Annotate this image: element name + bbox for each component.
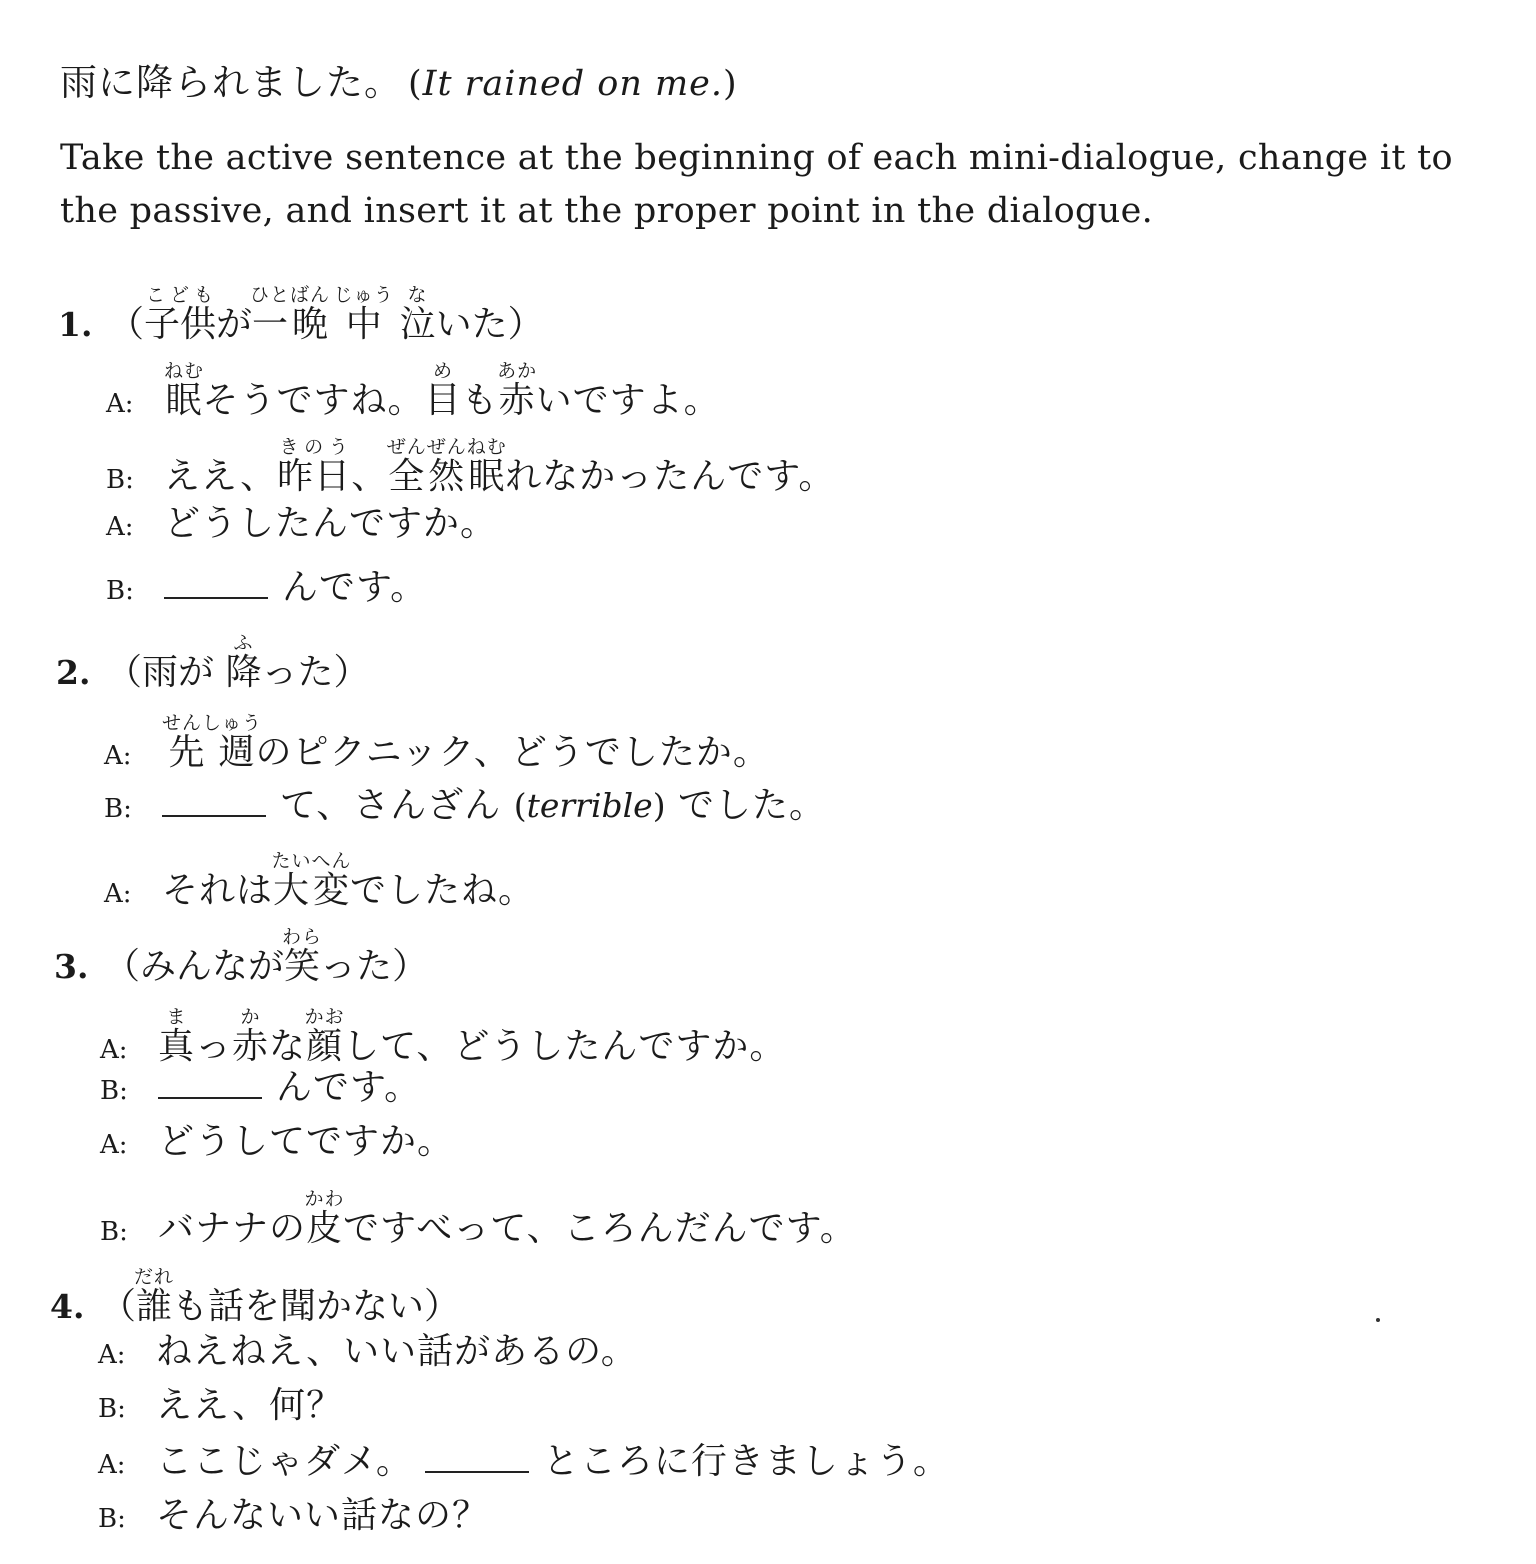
speaker-label: B: bbox=[104, 794, 132, 824]
dialogue-line: A: 眠ねむそうですね。目めも赤あかいですよ。 bbox=[106, 360, 721, 434]
speaker-label: A: bbox=[104, 741, 132, 771]
ruby-word: 一晩ひとばん bbox=[250, 284, 331, 345]
question-number: 1. bbox=[58, 305, 93, 344]
speaker-label: B: bbox=[100, 1217, 128, 1247]
answer-blank[interactable] bbox=[425, 1443, 529, 1473]
speaker-label: A: bbox=[98, 1450, 126, 1480]
dialogue-line: A: それは大変たいへんでしたね。 bbox=[104, 850, 535, 924]
speck-mark bbox=[1376, 1318, 1380, 1322]
dialogue-line: A: ここじゃダメ。 ところに行きましょう。 bbox=[98, 1432, 950, 1495]
question-number: 2. bbox=[56, 653, 91, 692]
dialogue-line: B: ええ、何？ bbox=[98, 1376, 343, 1439]
instructions: Take the active sentence at the beginning of each mini-dialogue, change it to the passive, and insert it at the proper point in the dialogue. bbox=[60, 138, 1453, 231]
dialogue-line: A: 真まっ赤かな顔かおして、どうしたんですか。 bbox=[100, 1006, 786, 1080]
question-2-prompt: 2. （雨が 降ふった） bbox=[56, 632, 370, 703]
dialogue-line: B: んです。 bbox=[106, 558, 427, 621]
dialogue-line: B: そんないい話なの？ bbox=[98, 1486, 489, 1549]
dialogue-line: B: んです。 bbox=[100, 1058, 421, 1121]
dialogue-line: A: 先週せんしゅうのピクニック、どうでしたか。 bbox=[104, 712, 770, 786]
speaker-label: B: bbox=[98, 1504, 126, 1534]
title-english: (It rained on me.) bbox=[408, 64, 738, 104]
dialogue-line: B: ええ、昨日きのう、全然ぜんぜん眠ねむれなかったんです。 bbox=[106, 436, 835, 510]
question-number: 3. bbox=[54, 947, 89, 986]
speaker-label: A: bbox=[106, 512, 134, 542]
speaker-label: B: bbox=[106, 465, 134, 495]
dialogue-line: A: どうしたんですか。 bbox=[106, 494, 497, 557]
title-japanese: 雨に降られました。 bbox=[60, 61, 402, 104]
page-title bbox=[60, 52, 738, 106]
speaker-label: A: bbox=[106, 389, 134, 419]
dialogue-line: A: どうしてですか。 bbox=[100, 1112, 454, 1175]
speaker-label: B: bbox=[100, 1076, 128, 1106]
dialogue-line: A: ねえねえ、いい話があるの。 bbox=[98, 1322, 638, 1385]
answer-blank[interactable] bbox=[164, 569, 268, 599]
ruby-word: 中じゅう bbox=[333, 284, 394, 345]
dialogue-line: B: バナナの皮かわですべって、ころんだんです。 bbox=[100, 1188, 857, 1262]
speaker-label: A: bbox=[100, 1130, 128, 1160]
speaker-label: B: bbox=[98, 1394, 126, 1424]
question-1-prompt: 1. （子供こどもが一晩ひとばん 中じゅう 泣ないた） bbox=[58, 284, 544, 355]
question-4-prompt: 4. （誰だれも話を聞かない） bbox=[50, 1266, 460, 1337]
speaker-label: B: bbox=[106, 576, 134, 606]
ruby-word: 泣な bbox=[399, 284, 436, 345]
speaker-label: A: bbox=[104, 879, 132, 909]
dialogue-line: B: て、さんざん (terrible) でした。 bbox=[104, 776, 826, 839]
speaker-label: A: bbox=[100, 1035, 128, 1065]
question-number: 4. bbox=[50, 1287, 85, 1326]
question-3-prompt: 3. （みんなが笑わらった） bbox=[54, 926, 428, 997]
answer-blank[interactable] bbox=[158, 1069, 262, 1099]
ruby-word: 子供こども bbox=[144, 284, 217, 345]
speaker-label: A: bbox=[98, 1340, 126, 1370]
answer-blank[interactable] bbox=[162, 787, 266, 817]
